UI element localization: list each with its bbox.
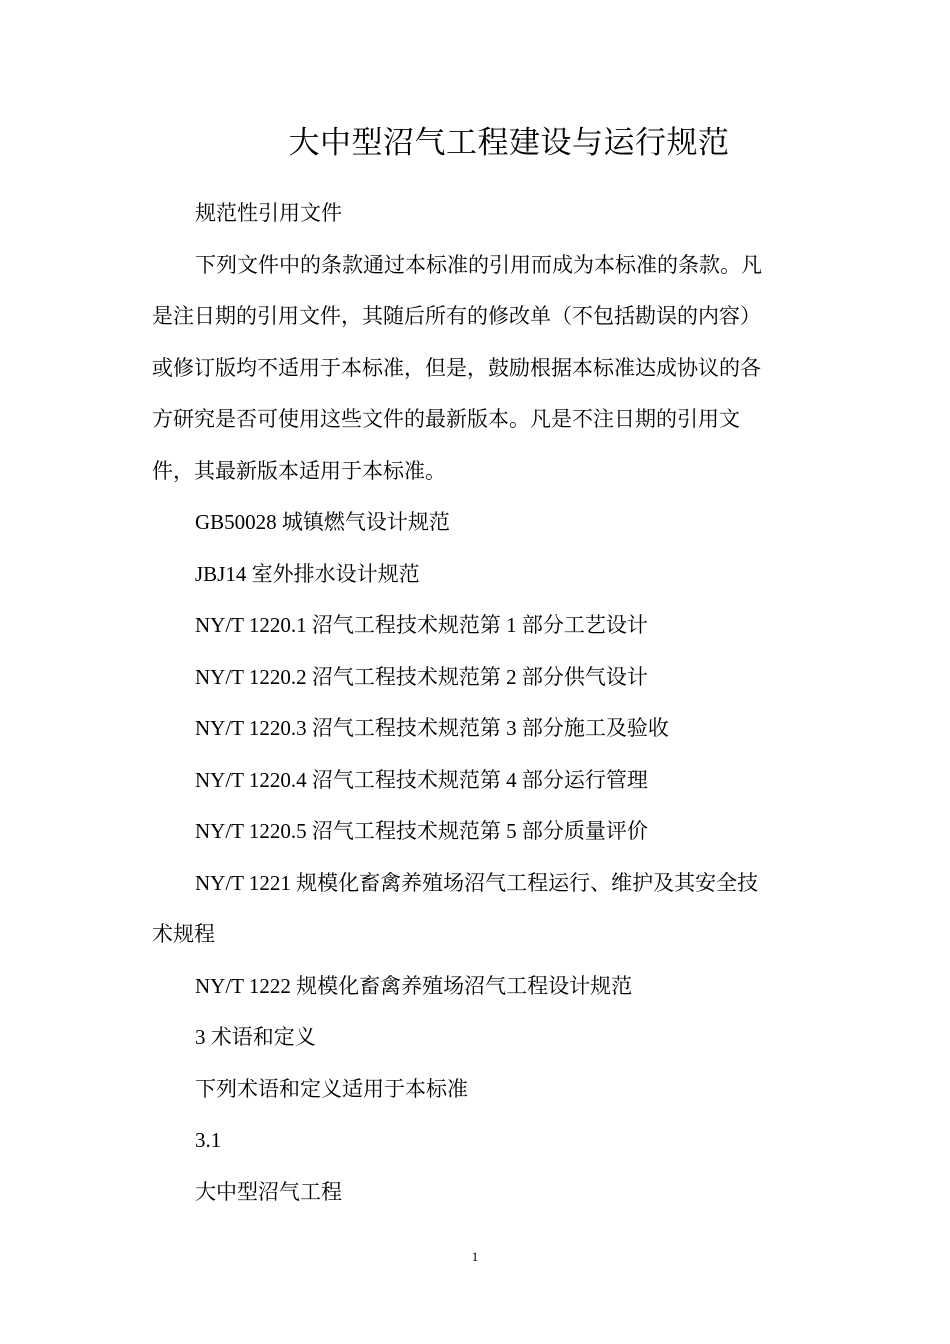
paragraph-line: 下列文件中的条款通过本标准的引用而成为本标准的条款。凡 [195, 252, 762, 277]
page-number: 1 [471, 1249, 479, 1264]
section-heading-terms: 3 术语和定义 [195, 1025, 316, 1049]
term-heading: 大中型沼气工程 [195, 1179, 342, 1204]
document-title: 大中型沼气工程建设与运行规范 [288, 125, 730, 161]
reference-item: NY/T 1220.2 沼气工程技术规范第 2 部分供气设计 [195, 664, 648, 689]
reference-item: NY/T 1220.1 沼气工程技术规范第 1 部分工艺设计 [195, 613, 648, 637]
reference-item: NY/T 1221 规模化畜禽养殖场沼气工程运行、维护及其安全技 [195, 870, 759, 895]
reference-item-continuation: 术规程 [152, 922, 215, 946]
reference-item: NY/T 1220.5 沼气工程技术规范第 5 部分质量评价 [195, 819, 648, 843]
clause-number: 3.1 [195, 1128, 222, 1152]
paragraph-line: 是注日期的引用文件，其随后所有的修改单（不包括勘误的内容） [152, 304, 761, 328]
paragraph-line: 方研究是否可使用这些文件的最新版本。凡是不注日期的引用文 [152, 407, 740, 431]
reference-item: NY/T 1220.3 沼气工程技术规范第 3 部分施工及验收 [195, 716, 669, 740]
document-body [152, 188, 802, 1218]
reference-item: NY/T 1220.4 沼气工程技术规范第 4 部分运行管理 [195, 767, 648, 792]
section-heading-normative-references: 规范性引用文件 [195, 201, 342, 225]
reference-item: GB50028 城镇燃气设计规范 [195, 510, 450, 534]
reference-item: JBJ14 室外排水设计规范 [195, 561, 420, 586]
paragraph-line: 或修订版均不适用于本标准，但是，鼓励根据本标准达成协议的各 [152, 355, 761, 380]
paragraph-line: 件，其最新版本适用于本标准。 [152, 458, 446, 483]
reference-item: NY/T 1222 规模化畜禽养殖场沼气工程设计规范 [195, 973, 633, 998]
paragraph-line: 下列术语和定义适用于本标准 [195, 1076, 468, 1101]
